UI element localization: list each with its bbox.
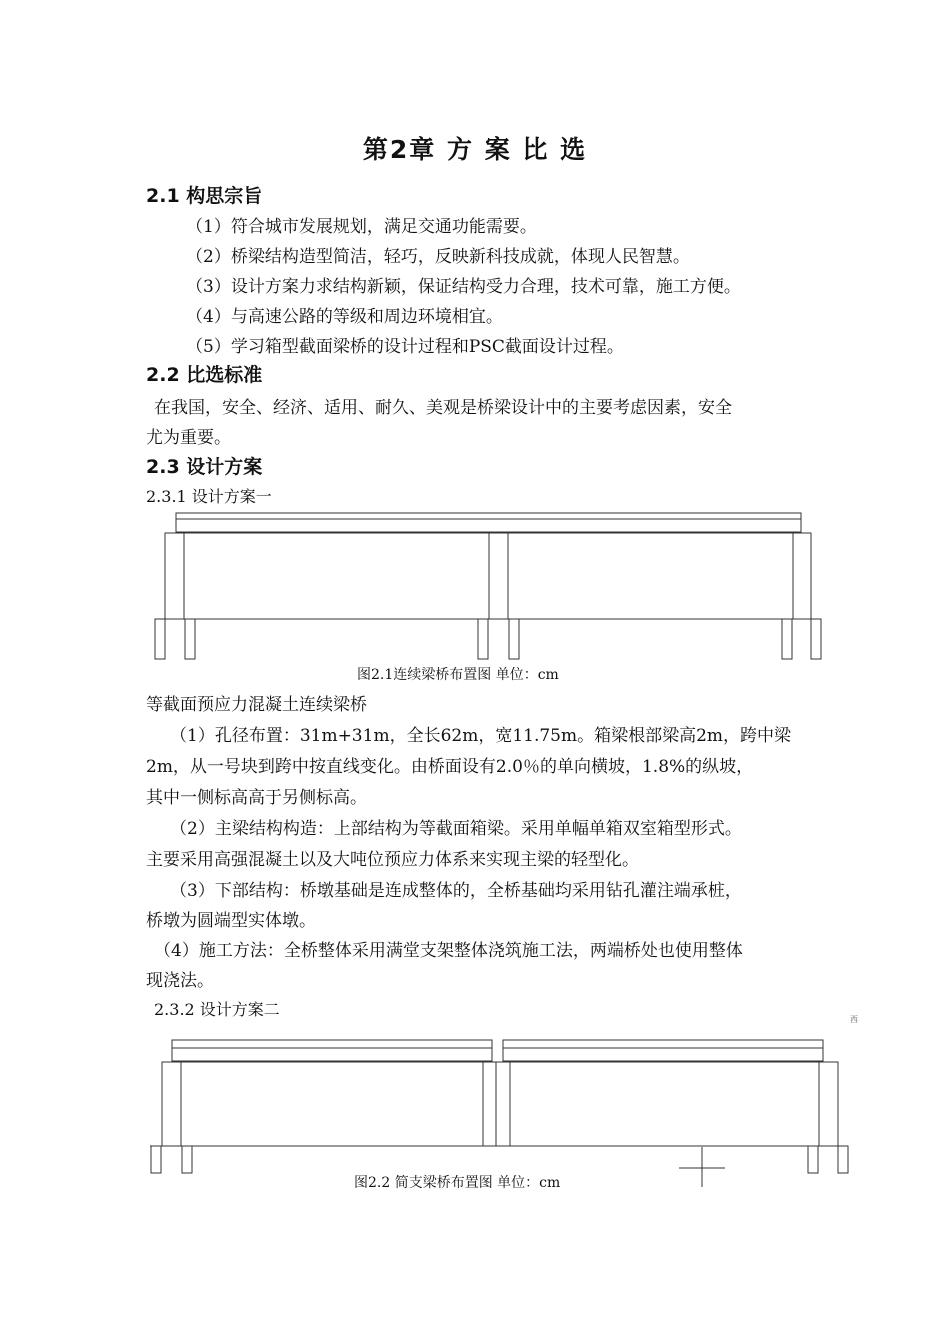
pile	[155, 619, 165, 659]
pile	[182, 1146, 192, 1173]
bridge-type: 等截面预应力混凝土连续梁桥	[146, 695, 367, 715]
girder-span-left	[184, 533, 489, 619]
paragraph-line: 其中一侧标高高于另侧标高。	[146, 788, 367, 808]
section-heading-2-2: 2.2 比选标准	[146, 364, 263, 386]
paragraph-line: 主要采用高强混凝土以及大吨位预应力体系来实现主梁的轻型化。	[146, 850, 639, 870]
paragraph-line: 2m，从一号块到跨中按直线变化。由桥面设有2.0％的单向横坡，1.8%的纵坡，	[146, 757, 754, 777]
figure-caption: 图2.2 简支梁桥布置图 单位：cm	[354, 1175, 561, 1191]
paragraph-line: （4）施工方法：全桥整体采用满堂支架整体浇筑施工法，两端桥处也使用整体	[154, 941, 743, 961]
pier-left	[162, 1062, 181, 1146]
paragraph-line: 尤为重要。	[146, 428, 231, 448]
pier-middle	[489, 533, 508, 619]
girder-span-right	[508, 533, 793, 619]
pile	[838, 1146, 848, 1173]
bridge-deck-right-lower	[503, 1048, 823, 1061]
purpose-item: （5）学习箱型截面梁桥的设计过程和PSC截面设计过程。	[186, 337, 624, 357]
girder-span-left	[181, 1062, 483, 1146]
pier-right	[819, 1062, 838, 1146]
bridge-deck-left-lower	[172, 1048, 492, 1061]
purpose-item: （4）与高速公路的等级和周边环境相宜。	[186, 307, 503, 327]
bridge-deck	[176, 513, 801, 519]
pile	[478, 619, 488, 659]
purpose-item: （1）符合城市发展规划，满足交通功能需要。	[186, 217, 537, 237]
pile	[185, 619, 195, 659]
section-heading-2-1: 2.1 构思宗旨	[146, 185, 263, 207]
bridge-deck-left	[172, 1040, 492, 1048]
figure-caption: 图2.1连续梁桥布置图 单位：cm	[357, 667, 559, 683]
paragraph-line: 在我国，安全、经济、适用、耐久、美观是桥梁设计中的主要考虑因素，安全	[154, 398, 732, 418]
pile	[811, 619, 821, 659]
section-heading-2-3: 2.3 设计方案	[146, 456, 263, 478]
paragraph-line: （3）下部结构：桥墩基础是连成整体的，全桥基础均采用钻孔灌注端承桩，	[170, 881, 742, 901]
subsection-heading-2-3-1: 2.3.1 设计方案一	[146, 487, 272, 506]
margin-mark: 西	[850, 1015, 858, 1024]
pile	[782, 619, 792, 659]
chapter-title: 第2章 方 案 比 选	[362, 135, 588, 164]
pile	[151, 1146, 161, 1173]
continuous-bridge-figure	[0, 505, 950, 665]
pier-right	[793, 533, 811, 619]
subsection-heading-2-3-2: 2.3.2 设计方案二	[154, 1000, 280, 1019]
paragraph-line: （2）主梁结构构造：上部结构为等截面箱梁。采用单幅单箱双室箱型形式。	[170, 819, 742, 839]
bridge-deck-right	[503, 1040, 823, 1048]
pile	[808, 1146, 818, 1173]
paragraph-line: （1）孔径布置：31m+31m，全长62m，宽11.75m。箱梁根部梁高2m，跨中梁	[170, 726, 792, 746]
purpose-item: （3）设计方案力求结构新颖，保证结构受力合理，技术可靠，施工方便。	[186, 277, 741, 297]
paragraph-line: 桥墩为圆端型实体墩。	[146, 911, 316, 931]
girder-span-right	[510, 1062, 819, 1146]
pile	[509, 619, 519, 659]
pier-left	[165, 533, 184, 619]
simply-supported-bridge-figure	[0, 1035, 950, 1185]
paragraph-line: 现浇法。	[146, 971, 214, 991]
purpose-item: （2）桥梁结构造型简洁，轻巧，反映新科技成就，体现人民智慧。	[186, 247, 690, 267]
bridge-deck-lower	[176, 519, 801, 532]
